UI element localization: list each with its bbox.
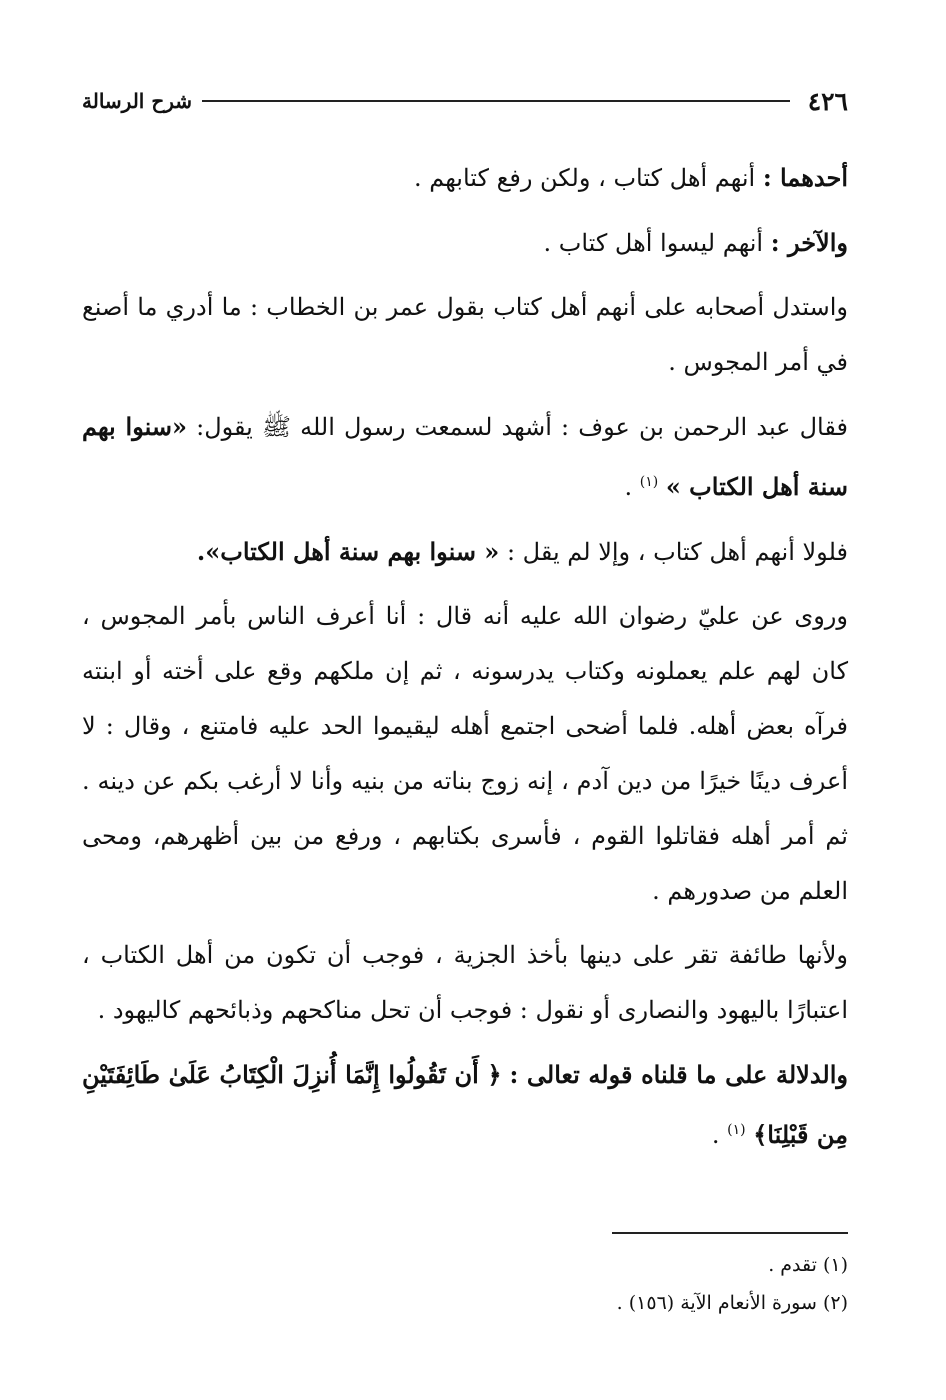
quran-verse: ﴿ أَن تَقُولُوا إِنَّمَا أُنزِلَ الْكِتَابُ عَلَىٰ طَائِفَتَيْنِ مِن قَبْلِنَا﴾ [82,1060,848,1149]
paragraph-text: أنهم ليسوا أهل كتاب . [543,229,764,257]
header-rule [202,100,790,102]
footnote-item: (١) تقدم . [768,1254,848,1276]
sentence-end: . [624,473,633,501]
paragraph-ali-narration: وروى عن عليّ رضوان الله عليه أنه قال : أنا أعرف الناس بأمر المجوس ، كان لهم علم يعملونه وكتاب يدرسونه ، ثم إن ملكهم وقع على أخته أو ابنته فرآه بعض أهله. فلما أضحى اجتمع أهله ليقيموا الحد عليه فامتنع ، وقال : لا أعرف دينًا خيرًا من دين آدم ، إنه زوج بناته من بنيه وأنا لا أرغب بكم عن دينه . ثم أمر أهله فقاتلوا القوم ، فأسرى بكتابهم ، ورفع من بين أظهرهم، ومحى العلم من صدورهم . [82,602,848,905]
paragraph-second-view [82,215,848,271]
footnotes [82,1246,848,1322]
running-title: شرح الرسالة [82,89,193,113]
hadith-quote: «سنوا بهم سنة أهل الكتاب » [82,412,848,501]
paragraph-hadith [82,399,848,515]
running-header [82,84,848,118]
paragraph-lead: أحدهما : [762,163,848,192]
paragraph-first-view [82,150,848,206]
footnote-ref: (١) [727,1122,746,1138]
footnote-rule [612,1232,848,1234]
paragraph-inference [82,524,848,580]
paragraph-text: فقال عبد الرحمن بن عوف : أشهد لسمعت رسول الله ﷺ يقول: [196,413,848,441]
paragraph-quran-evidence [82,1047,848,1163]
hadith-quote: « سنوا بهم سنة أهل الكتاب». [196,537,500,566]
footnote-item: (٢) سورة الأنعام الآية (١٥٦) . [616,1292,848,1314]
paragraph-jizya-argument: ولأنها طائفة تقر على دينها بأخذ الجزية ، فوجب أن تكون من أهل الكتاب ، اعتبارًا باليهود والنصارى أو نقول : فوجب أن تحل مناكحهم وذبائحهم كاليهود . [82,941,848,1024]
paragraph-lead: والدلالة على ما قلناه قوله تعالى : [509,1060,848,1089]
paragraph-lead: والآخر : [770,228,848,257]
main-text [82,150,848,1172]
sentence-end: . [711,1121,720,1149]
paragraph-evidence-umar: واستدل أصحابه على أنهم أهل كتاب بقول عمر بن الخطاب : ما أدري ما أصنع في أمر المجوس . [82,293,848,376]
page-number: ٤٢٦ [807,86,848,116]
paragraph-text: فلولا أنهم أهل كتاب ، وإلا لم يقل : [506,538,848,566]
paragraph-text: أنهم أهل كتاب ، ولكن رفع كتابهم . [413,164,756,192]
footnote-ref: (١) [639,474,659,490]
